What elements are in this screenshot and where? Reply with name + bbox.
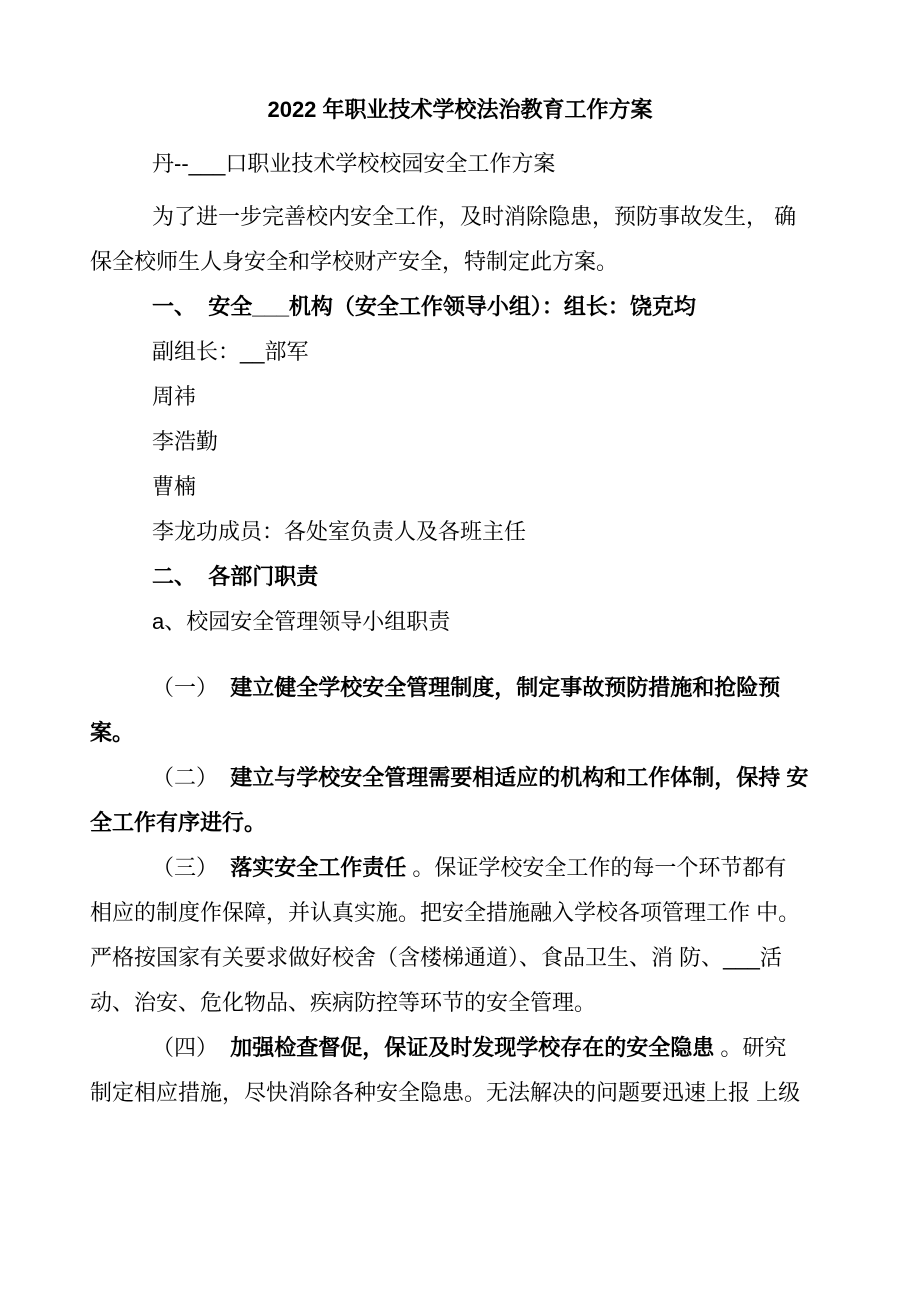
document-line xyxy=(0,800,920,845)
text-run: 李龙功成员：各处室负责人及各班主任 xyxy=(152,519,527,544)
document-line xyxy=(0,141,920,186)
text-run-bold: 加强检查督促，保证及时发现学校存在的安全隐患 xyxy=(230,1035,715,1060)
document-line xyxy=(0,845,920,890)
text-run: 周祎 xyxy=(152,384,197,409)
text-run-bold: 案。 xyxy=(90,720,135,745)
text-run-bold: 全工作有序进行。 xyxy=(90,810,267,835)
text-run-bold: 建立与学校安全管理需要相适应的机构和工作体制，保持 安 xyxy=(230,765,809,790)
text-run: 曹楠 xyxy=(152,474,197,499)
text-run: a、校园安全管理领导小组职责 xyxy=(152,609,451,634)
document-line xyxy=(0,665,920,710)
document-line xyxy=(0,329,920,374)
text-run: 为了进一步完善校内安全工作，及时消除隐患，预防事故发生， 确 xyxy=(152,204,797,229)
document-line xyxy=(0,935,920,980)
document-line xyxy=(0,1025,920,1070)
text-run: 严格按国家有关要求做好校舍（含楼梯通道）、食品卫生、消 防、___活 xyxy=(90,945,782,970)
document-line xyxy=(0,509,920,554)
text-run: 制定相应措施，尽快消除各种安全隐患。无法解决的问题要迅速上报 上级 xyxy=(90,1080,801,1105)
document-line xyxy=(0,239,920,284)
text-run: （一） xyxy=(152,675,231,700)
document-line xyxy=(0,419,920,464)
document-line xyxy=(0,980,920,1025)
text-run-bold: 一、 安全___机构（安全工作领导小组）：组长：饶克均 xyxy=(152,294,696,319)
document-line xyxy=(0,1070,920,1115)
document-line xyxy=(0,890,920,935)
text-run-bold: 建立健全学校安全管理制度，制定事故预防措施和抢险预 xyxy=(230,675,781,700)
text-run: （三） xyxy=(152,855,231,880)
document-line xyxy=(0,194,920,239)
text-run: （四） xyxy=(152,1035,231,1060)
document-line xyxy=(0,284,920,329)
document-body xyxy=(0,141,920,1115)
text-run: 相应的制度作保障，并认真实施。把安全措施融入学校各项管理工作 中。 xyxy=(90,900,801,925)
document-line xyxy=(0,755,920,800)
text-run-bold: 落实安全工作责任 xyxy=(230,855,407,880)
document-title: 2022 年职业技术学校法治教育工作方案 xyxy=(267,97,653,122)
text-run: 。保证学校安全工作的每一个环节都有 xyxy=(406,855,787,880)
document-line xyxy=(0,554,920,599)
text-run: （二） xyxy=(152,765,231,790)
document-line xyxy=(0,710,920,755)
text-run: 李浩勤 xyxy=(152,429,219,454)
document-line xyxy=(0,374,920,419)
text-run: 丹--___口职业技术学校校园安全工作方案 xyxy=(152,151,556,176)
text-run-bold: 二、 各部门职责 xyxy=(152,564,319,589)
text-run: 。研究 xyxy=(714,1035,787,1060)
text-run: 保全校师生人身安全和学校财产安全，特制定此方案。 xyxy=(90,249,619,274)
document-line xyxy=(0,599,920,644)
text-run: 动、治安、危化物品、疾病防控等环节的安全管理。 xyxy=(90,990,597,1015)
text-run: 副组长：__部军 xyxy=(152,339,309,364)
document-line xyxy=(0,464,920,509)
